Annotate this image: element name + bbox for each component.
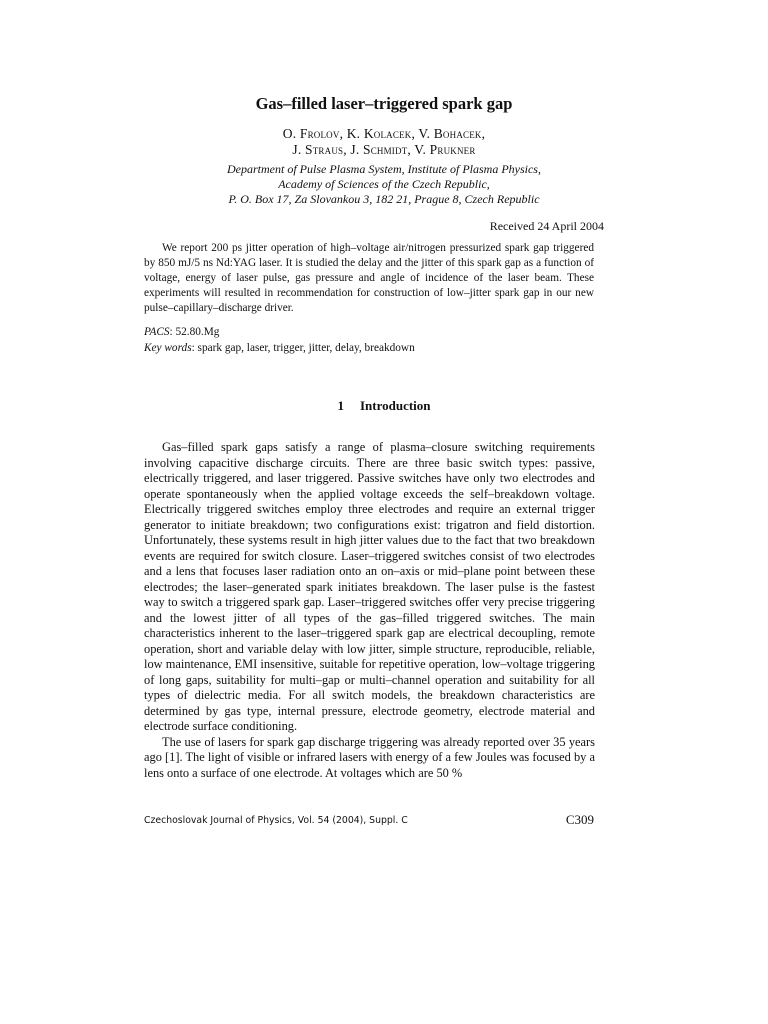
keywords-value: : spark gap, laser, trigger, jitter, delay, breakdown: [191, 341, 415, 354]
section-title: Introduction: [359, 398, 431, 413]
abstract: [144, 241, 594, 316]
pacs-value: : 52.80.Mg: [169, 326, 220, 338]
authors-line-1: O. Frolov, K. Kolacek, V. Bohacek,: [282, 126, 486, 141]
pacs-line: [144, 325, 604, 341]
authors-line-2: J. Straus, J. Schmidt, V. Prukner: [292, 142, 476, 157]
journal-footer: Czechoslovak Journal of Physics, Vol. 54 (2004), Suppl. C: [144, 815, 408, 826]
received-date: Received 24 April 2004: [489, 219, 604, 233]
affiliation-line-2: Academy of Sciences of the Czech Republic,: [278, 177, 490, 191]
body-text: [144, 440, 595, 781]
abstract-text: We report 200 ps jitter operation of high–voltage air/nitrogen pressurized spark gap triggered by 850 mJ/5 ns Nd:YAG laser. It is studied the delay and the jitter of this spark gap as a function of voltage, energy of laser pulse, gas pressure and angle of incidence of the laser beam. These experiments will resulted in recommendation for construction of low–jitter spark gap in our new pulse–capillary–discharge driver.: [144, 242, 594, 314]
page-number: C309: [565, 812, 594, 827]
section-number: 1: [337, 398, 344, 413]
paper-title: Gas–filled laser–triggered spark gap: [255, 94, 513, 113]
keywords-label: Key words: [144, 341, 192, 354]
paper-metadata: [144, 325, 604, 356]
affiliation-line-3: P. O. Box 17, Za Slovankou 3, 182 21, Prague 8, Czech Republic: [228, 192, 540, 206]
body-paragraph-2: The use of lasers for spark gap discharge triggering was already reported over 35 years ago [1]. The light of visible or infrared lasers with energy of a few Joules was focused by a lens onto a surface of one electrode. At voltages which are 50 %: [144, 734, 595, 780]
keywords-line: [144, 341, 604, 357]
affiliation: [0, 162, 768, 207]
body-paragraph-1: Gas–filled spark gaps satisfy a range of plasma–closure switching requirements involving capacitive discharge circuits. There are three basic switch types: passive, electrically triggered, and laser triggered. Passive switches have only two electrodes and operate spontaneously when the applied voltage exceeds the self–breakdown voltage. Electrically triggered switches employ three electrodes and require an external trigger generator to initiate breakdown; two configurations exist: trigatron and field distortion. Unfortunately, these systems result in high jitter values due to the fact that two breakdown events are required for switch closure. Laser–triggered switches consist of two electrodes and a lens that focuses laser radiation onto an on–axis or mid–plane point between these electrodes; the laser–generated spark initiates breakdown. The laser pulse is the fastest way to switch a triggered spark gap. Laser–triggered switches offer very precise triggering and the lowest jitter of all types of the gas–filled triggered switches. The main characteristics inherent to the laser–triggered spark gap are electrical decoupling, remote operation, short and variable delay with low jitter, simple structure, reproducible, reliable, low maintenance, EMI insensitive, suitable for repetitive operation, low–voltage triggering of long gaps, suitability for multi–gap or multi–channel operation and suitability for all types of dielectric media. For all switch models, the breakdown characteristics are determined by gas type, internal pressure, electrode geometry, electrode material and electrode surface conditioning.: [144, 440, 595, 733]
section-heading: [0, 398, 768, 414]
author-list: [0, 126, 768, 158]
pacs-label: PACS: [144, 326, 170, 338]
affiliation-line-1: Department of Pulse Plasma System, Institute of Plasma Physics,: [227, 162, 541, 176]
